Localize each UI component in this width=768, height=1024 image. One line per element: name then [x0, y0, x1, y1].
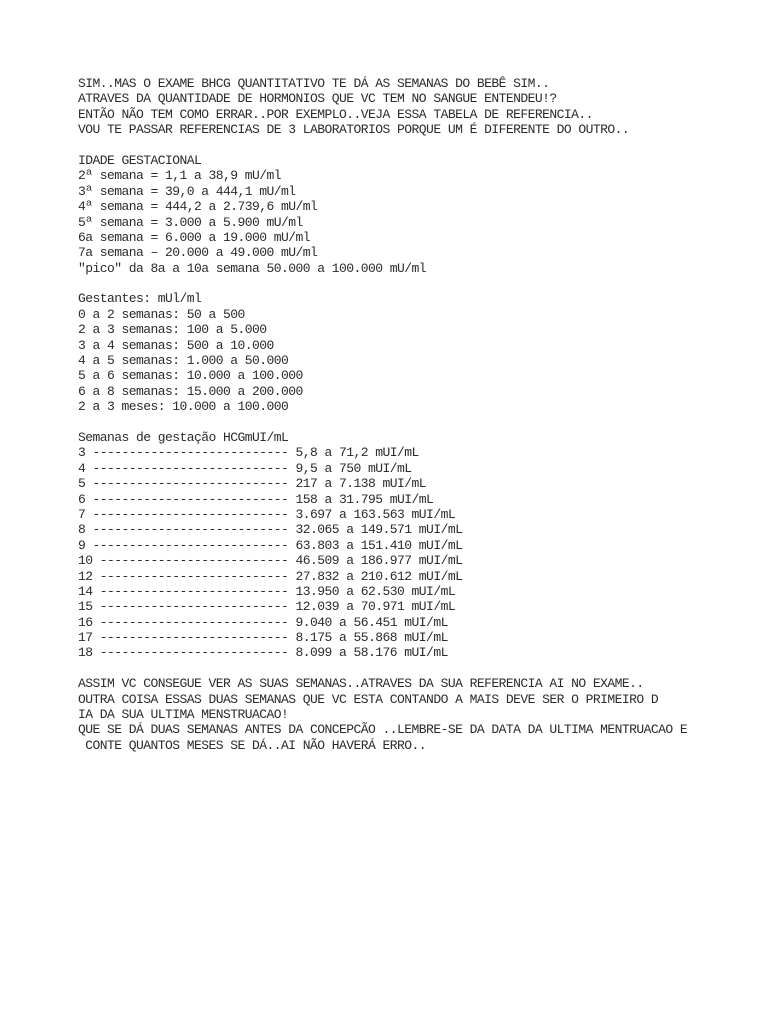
table3-row: 12 -------------------------- 27.832 a 210.612 mUI/mL [78, 568, 463, 584]
spacer [78, 138, 758, 153]
outro-line-1: ASSIM VC CONSEGUE VER AS SUAS SEMANAS..ATRAVES DA SUA REFERENCIA AI NO EXAME.. [78, 676, 644, 692]
table2-row: 4 a 5 semanas: 1.000 a 50.000 [78, 353, 289, 369]
intro-paragraph [78, 76, 758, 138]
table1-row: 6a semana = 6.000 a 19.000 mU/ml [78, 229, 311, 245]
table3-row: 4 --------------------------- 9,5 a 750 mUI/mL [78, 460, 412, 476]
table2-row: 6 a 8 semanas: 15.000 a 200.000 [78, 383, 303, 399]
table3-row: 7 --------------------------- 3.697 a 163.563 mUI/mL [78, 506, 456, 522]
gestational-age-table [78, 153, 758, 276]
table1-row: 7a semana – 20.000 a 49.000 mU/ml [78, 245, 318, 261]
table2-row: 2 a 3 meses: 10.000 a 100.000 [78, 399, 289, 415]
pregnant-reference-table [78, 291, 758, 414]
table2-row: 3 a 4 semanas: 500 a 10.000 [78, 337, 274, 353]
outro-line-5: CONTE QUANTOS MESES SE DÁ..AI NÃO HAVERÁ ERRO.. [78, 737, 427, 753]
intro-line-2: ATRAVES DA QUANTIDADE DE HORMONIOS QUE VC TEM NO SANGUE ENTENDEU!? [78, 91, 557, 107]
hcg-weeks-table [78, 430, 758, 661]
table3-row: 10 -------------------------- 46.509 a 186.977 mUI/mL [78, 553, 463, 569]
table1-row: 3ª semana = 39,0 a 444,1 mU/ml [78, 183, 296, 199]
table1-row: "pico" da 8a a 10a semana 50.000 a 100.000 mU/ml [78, 260, 427, 276]
table3-row: 5 --------------------------- 217 a 7.138 mUI/mL [78, 476, 427, 492]
table2-row: 2 a 3 semanas: 100 a 5.000 [78, 322, 267, 338]
table3-row: 6 --------------------------- 158 a 31.795 mUI/mL [78, 491, 434, 507]
outro-line-2: OUTRA COISA ESSAS DUAS SEMANAS QUE VC ESTA CONTANDO A MAIS DEVE SER O PRIMEIRO D [78, 691, 659, 707]
table2-row: 0 a 2 semanas: 50 a 500 [78, 306, 245, 322]
table3-row: 17 -------------------------- 8.175 a 55.868 mUI/mL [78, 630, 448, 646]
intro-line-1: SIM..MAS O EXAME BHCG QUANTITATIVO TE DÁ AS SEMANAS DO BEBÊ SIM.. [78, 76, 550, 91]
spacer [78, 415, 758, 430]
table1-row: 2ª semana = 1,1 a 38,9 mU/ml [78, 168, 282, 184]
table3-row: 9 --------------------------- 63.803 a 151.410 mUI/mL [78, 537, 463, 553]
closing-paragraph [78, 676, 758, 753]
table1-row: 5ª semana = 3.000 a 5.900 mU/ml [78, 214, 303, 230]
spacer [78, 276, 758, 291]
table1-title: IDADE GESTACIONAL [78, 152, 202, 168]
table3-row: 14 -------------------------- 13.950 a 62.530 mUI/mL [78, 583, 456, 599]
table3-row: 15 -------------------------- 12.039 a 70.971 mUI/mL [78, 599, 456, 615]
intro-line-4: VOU TE PASSAR REFERENCIAS DE 3 LABORATORIOS PORQUE UM É DIFERENTE DO OUTRO.. [78, 122, 630, 138]
table1-row: 4ª semana = 444,2 a 2.739,6 mU/ml [78, 199, 318, 215]
outro-line-4: QUE SE DÁ DUAS SEMANAS ANTES DA CONCEPCÃO ..LEMBRE-SE DA DATA DA ULTIMA MENTRUACAO E [78, 722, 688, 738]
table2-row: 5 a 6 semanas: 10.000 a 100.000 [78, 368, 303, 384]
outro-line-3: IA DA SUA ULTIMA MENSTRUACAO! [78, 707, 289, 723]
table3-row: 18 -------------------------- 8.099 a 58.176 mUI/mL [78, 645, 448, 661]
table3-row: 16 -------------------------- 9.040 a 56.451 mUI/mL [78, 614, 448, 630]
table2-title: Gestantes: mUl/ml [78, 291, 202, 307]
spacer [78, 661, 758, 676]
document-page [78, 76, 758, 753]
table3-row: 8 --------------------------- 32.065 a 149.571 mUI/mL [78, 522, 463, 538]
intro-line-3: ENTÃO NÃO TEM COMO ERRAR..POR EXEMPLO..VEJA ESSA TABELA DE REFERENCIA.. [78, 106, 593, 122]
table3-row: 3 --------------------------- 5,8 a 71,2 mUI/mL [78, 445, 419, 461]
table3-title: Semanas de gestação HCGmUI/mL [78, 429, 289, 445]
